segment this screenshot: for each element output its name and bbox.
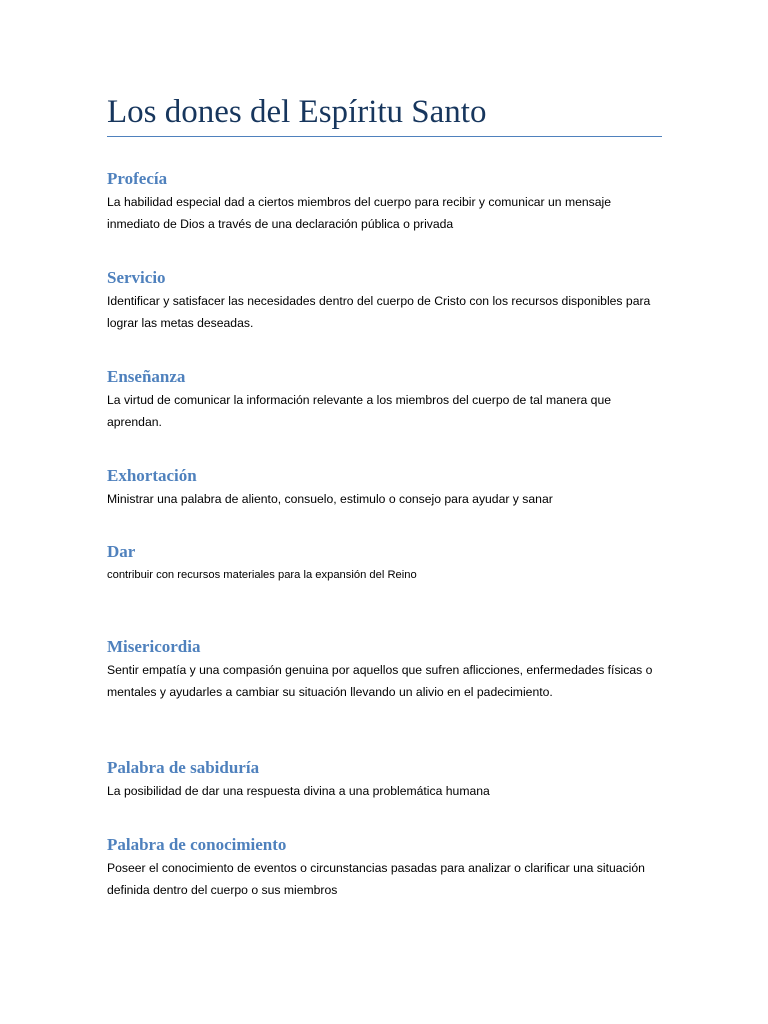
section-servicio (107, 266, 662, 334)
document-title: Los dones del Espíritu Santo (107, 94, 487, 130)
section-exhortacion (107, 464, 662, 510)
section-body: La habilidad especial dad a ciertos miembros del cuerpo para recibir y comunicar un mensaje inmediato de Dios a través de una declaración pública o privada (107, 195, 612, 231)
section-dar (107, 540, 662, 586)
section-heading: Servicio (107, 268, 166, 287)
section-profecia (107, 167, 662, 235)
section-heading: Palabra de conocimiento (107, 835, 287, 854)
section-heading: Exhortación (107, 466, 197, 485)
section-body: contribuir con recursos materiales para la expansión del Reino (107, 569, 417, 581)
section-body: Poseer el conocimiento de eventos o circunstancias pasadas para analizar o clarificar una situación definida dentro del cuerpo o sus miembros (107, 861, 645, 897)
section-misericordia (107, 635, 662, 703)
section-palabra-de-conocimiento (107, 833, 662, 901)
section-body: La posibilidad de dar una respuesta divina a una problemática humana (107, 784, 490, 798)
section-body: Sentir empatía y una compasión genuina por aquellos que sufren aflicciones, enfermedades físicas o mentales y ayudarles a cambiar su situación llevando un alivio en el padecimiento. (107, 663, 653, 699)
section-ensenanza (107, 365, 662, 433)
section-body: Identificar y satisfacer las necesidades dentro del cuerpo de Cristo con los recursos disponibles para lograr las metas deseadas. (107, 294, 651, 330)
section-body: Ministrar una palabra de aliento, consuelo, estimulo o consejo para ayudar y sanar (107, 492, 553, 506)
section-heading: Dar (107, 542, 136, 561)
section-heading: Palabra de sabiduría (107, 758, 260, 777)
section-body: La virtud de comunicar la información relevante a los miembros del cuerpo de tal manera que aprendan. (107, 393, 612, 429)
section-heading: Enseñanza (107, 367, 186, 386)
section-heading: Misericordia (107, 637, 201, 656)
section-palabra-de-sabiduria (107, 756, 662, 802)
section-heading: Profecía (107, 169, 168, 188)
title-underline (107, 136, 662, 137)
